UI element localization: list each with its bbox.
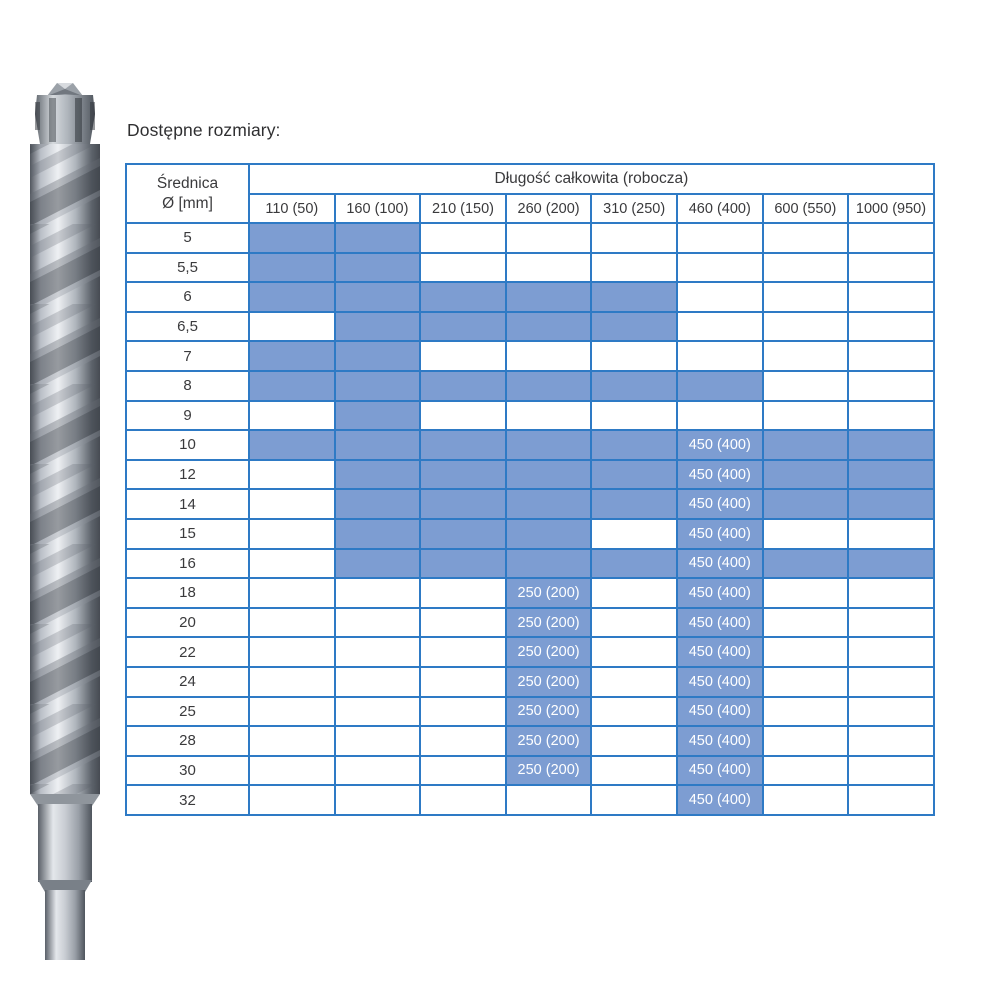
availability-cell	[848, 489, 934, 519]
availability-cell	[335, 637, 421, 667]
availability-cell	[591, 578, 677, 608]
availability-cell	[848, 312, 934, 342]
availability-cell: 450 (400)	[677, 430, 763, 460]
page-title: Dostępne rozmiary:	[127, 120, 281, 140]
availability-cell	[335, 519, 421, 549]
diameter-cell: 10	[126, 430, 249, 460]
availability-cell	[249, 608, 335, 638]
diameter-header-line1: Średnica	[156, 175, 219, 193]
availability-cell	[677, 282, 763, 312]
availability-cell	[763, 697, 849, 727]
length-column-header: 310 (250)	[591, 194, 677, 223]
availability-cell	[420, 608, 506, 638]
availability-cell: 450 (400)	[677, 519, 763, 549]
availability-cell	[420, 341, 506, 371]
availability-cell	[763, 460, 849, 490]
availability-cell	[506, 312, 592, 342]
availability-cell	[591, 667, 677, 697]
table-row	[126, 608, 934, 638]
availability-cell: 450 (400)	[677, 637, 763, 667]
availability-cell	[335, 489, 421, 519]
availability-cell	[591, 430, 677, 460]
availability-cell	[420, 401, 506, 431]
availability-cell	[848, 341, 934, 371]
table-row	[126, 697, 934, 727]
availability-cell	[591, 726, 677, 756]
length-column-header: 210 (150)	[420, 194, 506, 223]
availability-cell	[249, 489, 335, 519]
availability-cell	[591, 756, 677, 786]
availability-cell	[848, 697, 934, 727]
availability-cell	[335, 549, 421, 579]
availability-cell	[848, 637, 934, 667]
availability-cell	[420, 578, 506, 608]
availability-cell	[335, 401, 421, 431]
availability-cell: 250 (200)	[506, 756, 592, 786]
availability-cell	[249, 460, 335, 490]
availability-cell	[848, 282, 934, 312]
availability-cell	[848, 608, 934, 638]
table-row	[126, 253, 934, 283]
availability-cell	[249, 401, 335, 431]
availability-cell	[763, 637, 849, 667]
availability-cell	[763, 756, 849, 786]
availability-cell	[420, 489, 506, 519]
table-row	[126, 667, 934, 697]
availability-cell	[763, 785, 849, 815]
availability-cell	[335, 223, 421, 253]
availability-cell	[506, 401, 592, 431]
diameter-cell: 14	[126, 489, 249, 519]
availability-cell	[591, 223, 677, 253]
availability-cell	[591, 460, 677, 490]
availability-cell	[506, 253, 592, 283]
availability-cell: 450 (400)	[677, 726, 763, 756]
diameter-cell: 6	[126, 282, 249, 312]
availability-cell	[249, 519, 335, 549]
availability-cell	[249, 371, 335, 401]
availability-cell	[420, 785, 506, 815]
availability-cell: 450 (400)	[677, 667, 763, 697]
availability-cell	[335, 667, 421, 697]
availability-cell	[677, 253, 763, 283]
availability-cell	[506, 549, 592, 579]
availability-cell	[848, 460, 934, 490]
availability-cell	[249, 697, 335, 727]
availability-cell	[335, 253, 421, 283]
diameter-cell: 20	[126, 608, 249, 638]
availability-cell	[763, 223, 849, 253]
availability-cell	[249, 253, 335, 283]
availability-cell	[506, 371, 592, 401]
diameter-cell: 32	[126, 785, 249, 815]
table-row	[126, 578, 934, 608]
availability-cell	[420, 282, 506, 312]
availability-cell	[848, 785, 934, 815]
diameter-cell: 7	[126, 341, 249, 371]
availability-cell: 450 (400)	[677, 489, 763, 519]
table-row	[126, 519, 934, 549]
availability-cell	[420, 667, 506, 697]
availability-cell	[249, 667, 335, 697]
availability-cell	[677, 371, 763, 401]
availability-cell	[506, 282, 592, 312]
diameter-cell: 22	[126, 637, 249, 667]
length-column-header: 1000 (950)	[848, 194, 934, 223]
table-row	[126, 282, 934, 312]
table-row	[126, 371, 934, 401]
availability-cell: 450 (400)	[677, 578, 763, 608]
availability-cell	[591, 341, 677, 371]
length-column-header: 460 (400)	[677, 194, 763, 223]
length-column-header: 110 (50)	[249, 194, 335, 223]
availability-cell	[677, 223, 763, 253]
availability-cell: 450 (400)	[677, 608, 763, 638]
availability-cell	[249, 341, 335, 371]
availability-cell	[848, 549, 934, 579]
availability-cell: 450 (400)	[677, 756, 763, 786]
availability-cell	[763, 401, 849, 431]
availability-cell	[420, 430, 506, 460]
diameter-header	[126, 164, 249, 223]
availability-cell: 250 (200)	[506, 578, 592, 608]
availability-cell: 450 (400)	[677, 785, 763, 815]
availability-cell	[848, 430, 934, 460]
table-row	[126, 756, 934, 786]
diameter-cell: 5	[126, 223, 249, 253]
availability-cell	[763, 726, 849, 756]
total-length-header: Długość całkowita (robocza)	[249, 164, 934, 194]
availability-cell	[506, 460, 592, 490]
availability-cell	[420, 726, 506, 756]
diameter-cell: 18	[126, 578, 249, 608]
header-row-top	[126, 164, 934, 194]
diameter-cell: 16	[126, 549, 249, 579]
availability-cell	[848, 253, 934, 283]
availability-cell	[677, 341, 763, 371]
availability-cell	[763, 549, 849, 579]
availability-cell	[591, 549, 677, 579]
availability-cell	[420, 253, 506, 283]
availability-cell	[420, 312, 506, 342]
availability-cell	[848, 667, 934, 697]
availability-cell	[506, 430, 592, 460]
availability-cell	[506, 785, 592, 815]
availability-cell	[335, 371, 421, 401]
availability-cell	[591, 371, 677, 401]
availability-cell	[848, 726, 934, 756]
availability-cell: 250 (200)	[506, 637, 592, 667]
availability-cell: 450 (400)	[677, 697, 763, 727]
availability-cell: 450 (400)	[677, 460, 763, 490]
availability-cell	[335, 341, 421, 371]
availability-cell	[249, 785, 335, 815]
diameter-cell: 8	[126, 371, 249, 401]
availability-cell	[420, 460, 506, 490]
availability-cell	[249, 312, 335, 342]
availability-cell	[335, 460, 421, 490]
drill-bit-image	[20, 80, 110, 960]
availability-cell	[249, 578, 335, 608]
availability-cell	[335, 726, 421, 756]
table-row	[126, 726, 934, 756]
diameter-cell: 5,5	[126, 253, 249, 283]
availability-cell	[335, 430, 421, 460]
availability-cell	[848, 223, 934, 253]
availability-cell	[420, 697, 506, 727]
availability-cell	[848, 401, 934, 431]
availability-cell	[591, 489, 677, 519]
table-row	[126, 489, 934, 519]
table-row	[126, 341, 934, 371]
diameter-cell: 25	[126, 697, 249, 727]
availability-cell	[591, 608, 677, 638]
availability-cell	[335, 697, 421, 727]
table-row	[126, 549, 934, 579]
diameter-cell: 12	[126, 460, 249, 490]
availability-cell	[591, 401, 677, 431]
availability-cell	[763, 282, 849, 312]
availability-cell	[763, 341, 849, 371]
availability-cell	[677, 401, 763, 431]
drill-head	[35, 83, 95, 144]
availability-cell	[763, 519, 849, 549]
diameter-cell: 15	[126, 519, 249, 549]
drill-flutes	[30, 144, 100, 794]
table-row	[126, 312, 934, 342]
availability-cell	[249, 282, 335, 312]
availability-cell: 250 (200)	[506, 608, 592, 638]
availability-cell	[335, 608, 421, 638]
availability-cell	[335, 282, 421, 312]
availability-cell	[763, 578, 849, 608]
availability-cell	[506, 223, 592, 253]
availability-cell	[763, 430, 849, 460]
availability-cell	[677, 312, 763, 342]
availability-cell	[506, 489, 592, 519]
availability-cell	[249, 637, 335, 667]
table-row	[126, 430, 934, 460]
availability-cell: 250 (200)	[506, 726, 592, 756]
availability-cell	[335, 756, 421, 786]
availability-cell	[591, 253, 677, 283]
table-row	[126, 401, 934, 431]
availability-cell	[420, 637, 506, 667]
availability-cell	[420, 549, 506, 579]
diameter-header-line2: Ø [mm]	[162, 194, 213, 212]
availability-cell	[335, 578, 421, 608]
availability-cell: 450 (400)	[677, 549, 763, 579]
table-row	[126, 785, 934, 815]
length-column-header: 160 (100)	[335, 194, 421, 223]
availability-cell	[506, 341, 592, 371]
length-column-header: 600 (550)	[763, 194, 849, 223]
availability-cell	[506, 519, 592, 549]
availability-cell	[249, 756, 335, 786]
availability-cell	[848, 578, 934, 608]
diameter-cell: 6,5	[126, 312, 249, 342]
content-area	[125, 120, 935, 816]
availability-cell	[591, 697, 677, 727]
availability-cell: 250 (200)	[506, 667, 592, 697]
table-row	[126, 223, 934, 253]
availability-cell	[420, 519, 506, 549]
availability-cell	[420, 223, 506, 253]
availability-cell	[763, 371, 849, 401]
availability-cell: 250 (200)	[506, 697, 592, 727]
availability-cell	[249, 430, 335, 460]
availability-cell	[420, 756, 506, 786]
length-column-header: 260 (200)	[506, 194, 592, 223]
availability-cell	[763, 312, 849, 342]
availability-cell	[848, 371, 934, 401]
availability-cell	[763, 489, 849, 519]
availability-cell	[420, 371, 506, 401]
availability-cell	[848, 519, 934, 549]
availability-cell	[763, 667, 849, 697]
table-row	[126, 460, 934, 490]
availability-cell	[848, 756, 934, 786]
availability-cell	[335, 312, 421, 342]
availability-cell	[591, 312, 677, 342]
diameter-cell: 9	[126, 401, 249, 431]
availability-cell	[763, 253, 849, 283]
availability-cell	[335, 785, 421, 815]
availability-cell	[591, 519, 677, 549]
availability-cell	[249, 549, 335, 579]
diameter-cell: 28	[126, 726, 249, 756]
availability-cell	[249, 223, 335, 253]
drill-shank	[30, 794, 100, 960]
diameter-cell: 30	[126, 756, 249, 786]
availability-cell	[591, 282, 677, 312]
available-sizes-table	[125, 163, 935, 816]
diameter-cell: 24	[126, 667, 249, 697]
availability-cell	[249, 726, 335, 756]
table-row	[126, 637, 934, 667]
availability-cell	[591, 785, 677, 815]
availability-cell	[763, 608, 849, 638]
availability-cell	[591, 637, 677, 667]
